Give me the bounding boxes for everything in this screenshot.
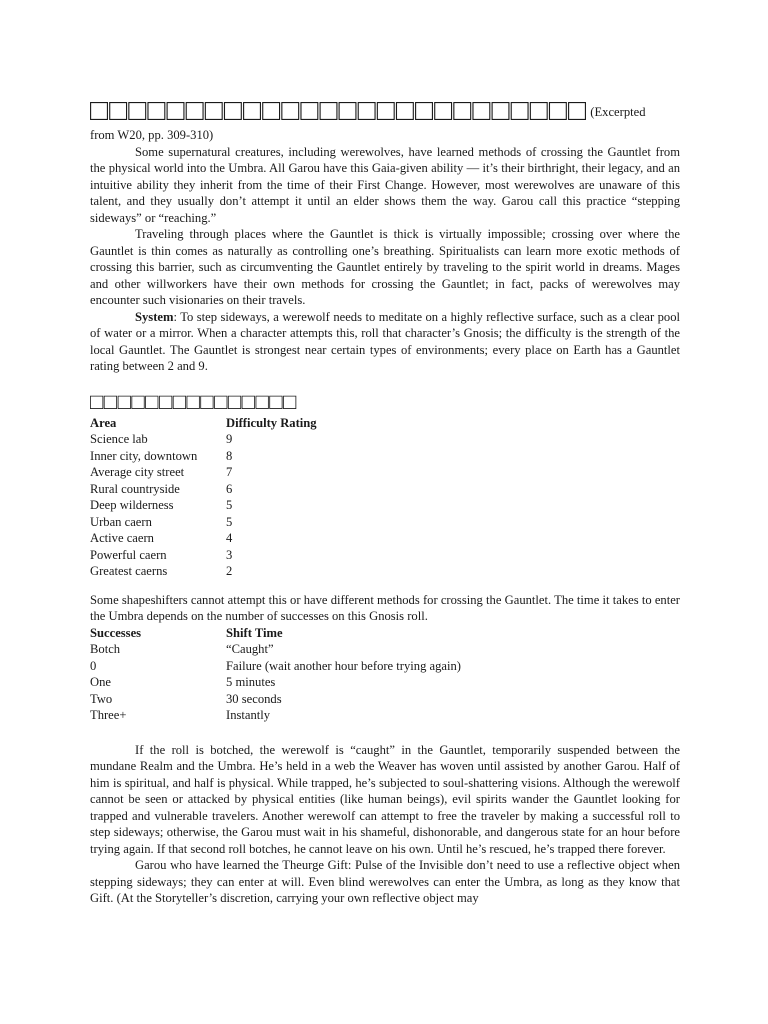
table-header-row: [90, 415, 317, 432]
title-excerpt-source: from W20, pp. 309-310): [90, 128, 214, 142]
rating-cell: 7: [226, 465, 233, 479]
table-header-shift-time: Shift Time: [226, 625, 283, 640]
paragraph-botch: If the roll is botched, the werewolf is “caught” in the Gauntlet, temporarily suspended between the mundane Realm and the Umbra. He’s held in a web the Weaver has woven until assisted by another Garou. Half of him is spiritual, and half is physical. While trapped, he’s subjected to soul-shattering visions. Although the werewolf cannot be seen or attacked by physical entities (like human beings), evil spirits wander the Gauntlet looking for trapped and vulnerable travelers. Another werewolf can attempt to free the traveler by making a successful roll to step sideways; otherwise, the Garou must wait in his shameful, dishonorable, and dangerous state for an hour before trying again. If that second roll botches, he cannot leave on his own. Until he’s rescued, he’s trapped there forever.: [90, 742, 680, 856]
shift-time-table: [90, 625, 461, 724]
rating-cell: 8: [226, 448, 233, 463]
table-row: [90, 497, 317, 514]
table-row: [90, 547, 317, 564]
title-excerpt-note: (Excerpted: [590, 105, 646, 119]
successes-cell: Three+: [90, 708, 127, 722]
table-row: [90, 563, 317, 580]
system-label: System: [135, 309, 174, 324]
shift-time-cell: Failure (wait another hour before trying again): [226, 658, 461, 673]
table-row: [90, 641, 461, 658]
shift-time-cell: Instantly: [226, 708, 271, 722]
table-row: [90, 464, 317, 481]
area-cell: Greatest caerns: [90, 564, 168, 578]
table-row: [90, 481, 317, 498]
successes-cell: One: [90, 675, 111, 689]
title-missing-glyphs: □□□□□□□□□□□□□□□□□□□□□□□□□□: [90, 94, 588, 127]
table-row: [90, 514, 317, 531]
shift-time-cell: 5 minutes: [226, 675, 276, 689]
rating-cell: 5: [226, 514, 233, 529]
rating-cell: 6: [226, 481, 233, 496]
area-cell: Science lab: [90, 432, 148, 446]
rating-cell: 5: [226, 498, 233, 512]
rating-cell: 2: [226, 564, 233, 578]
paragraph-intro-1: Some supernatural creatures, including werewolves, have learned methods of crossing the Gauntlet from the physical world into the Umbra. All Garou have this Gaia-given ability — it’s their birthright, their legacy, and an intuitive ability they inherit from the time of their First Change. However, most werewolves are unaware of this talent, and they usually don’t attempt it until an elder shows them the way. Garou call this practice “stepping sideways” or “reaching.”: [90, 144, 680, 225]
area-cell: Inner city, downtown: [90, 448, 198, 463]
spacer: [90, 724, 680, 742]
table-header-area: Area: [90, 415, 117, 430]
table-row: [90, 431, 317, 448]
table-row: [90, 691, 461, 708]
area-cell: Deep wilderness: [90, 498, 174, 512]
shift-time-cell: “Caught”: [226, 642, 274, 656]
document-body: [90, 96, 680, 907]
area-cell: Urban caern: [90, 514, 152, 529]
rating-cell: 3: [226, 547, 233, 562]
table-row: [90, 530, 317, 547]
area-cell: Rural countryside: [90, 481, 180, 496]
spacer: [90, 580, 680, 592]
paragraph-system: [90, 309, 680, 375]
table-header-successes: Successes: [90, 625, 142, 640]
table-row: [90, 674, 461, 691]
rating-cell: 4: [226, 531, 233, 545]
shift-time-cell: 30 seconds: [226, 691, 282, 706]
table-row: [90, 448, 317, 465]
area-cell: Average city street: [90, 465, 185, 479]
paragraph-intro-2: Traveling through places where the Gauntlet is thick is virtually impossible; crossing over where the Gauntlet is thin comes as naturally as controlling one’s breathing. Spiritualists can learn more exotic methods of crossing this barrier, such as circumventing the Gauntlet entirely by traveling to the spirit world in dreams. Mages and other willworkers have their own methods for crossing the Gauntlet; in fact, packs of werewolves may encounter such visionaries on their travels.: [90, 227, 680, 307]
system-text: : To step sideways, a werewolf needs to meditate on a highly reflective surface, such as a clear pool of water or a mirror. When a character attempts this, roll that character’s Gnosis; the difficulty is the strength of the local Gauntlet. The Gauntlet is strongest near certain types of environments; every place on Earth has a Gauntlet rating between 2 and 9.: [90, 309, 680, 373]
successes-cell: Two: [90, 691, 113, 706]
rating-cell: 9: [226, 432, 233, 446]
successes-cell: Botch: [90, 642, 121, 656]
paragraph-theurge-gift: Garou who have learned the Theurge Gift: Pulse of the Invisible don’t need to use a reflective object when stepping sideways; they can enter at will. Even blind werewolves can enter the Umbra, as long as they know that Gift. (At the Storyteller’s discretion, carrying your own reflective object may: [90, 858, 680, 905]
paragraph-shapeshifters: Some shapeshifters cannot attempt this or have different methods for crossing the Gauntlet. The time it takes to enter the Umbra depends on the number of successes on this Gnosis roll.: [90, 592, 680, 623]
table-row: [90, 707, 461, 724]
title-line: [90, 96, 680, 127]
area-cell: Active caern: [90, 531, 154, 545]
successes-cell: 0: [90, 658, 97, 673]
gauntlet-table: [90, 415, 317, 580]
area-cell: Powerful caern: [90, 547, 167, 562]
table-row: [90, 658, 461, 675]
table-header-difficulty: Difficulty Rating: [226, 415, 317, 430]
subtitle-missing-glyphs: □□□□□□□□□□□□□□□: [90, 388, 297, 414]
table-header-row: [90, 625, 461, 642]
